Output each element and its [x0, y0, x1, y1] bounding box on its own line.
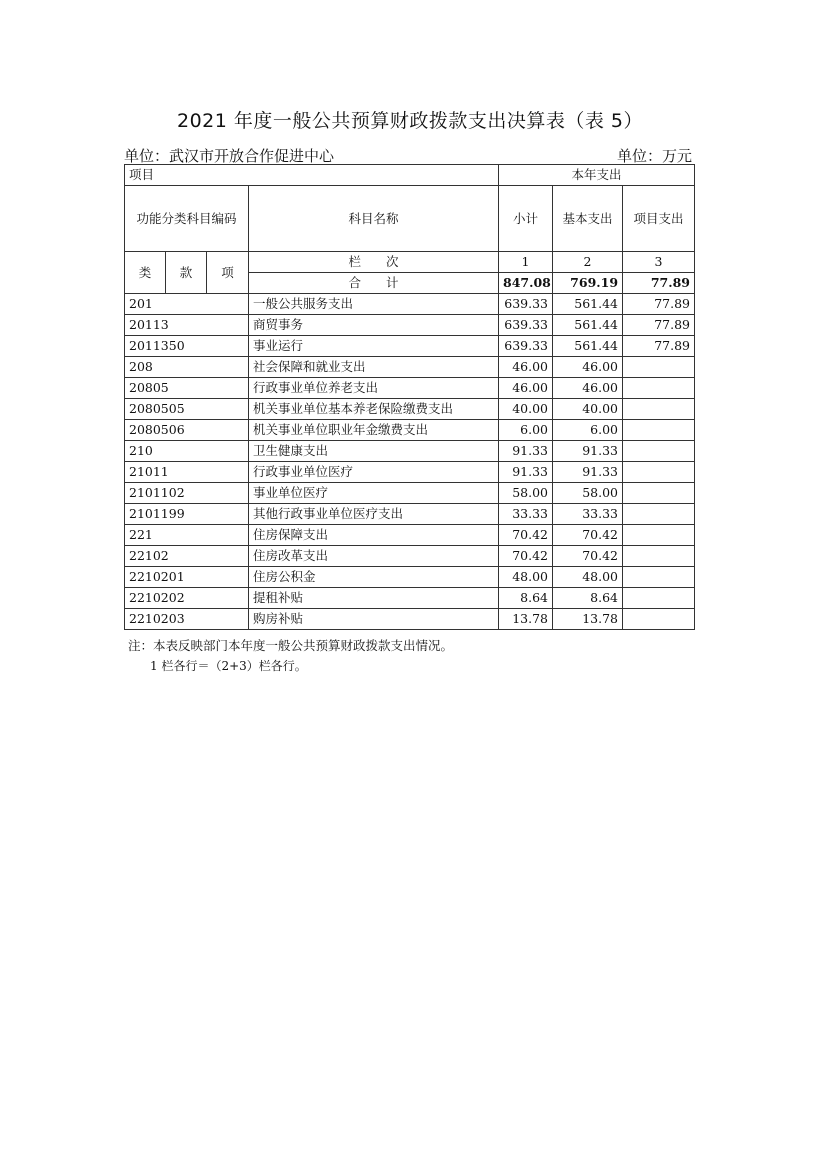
row-code: 2080505 [125, 399, 249, 420]
unit-measure: 单位：万元 [616, 147, 692, 165]
row-basic: 58.00 [553, 483, 623, 504]
row-name: 住房保障支出 [249, 525, 499, 546]
row-code: 2210203 [125, 609, 249, 630]
header-name: 科目名称 [249, 186, 499, 252]
row-subtotal: 46.00 [499, 357, 553, 378]
row-basic: 561.44 [553, 315, 623, 336]
row-subtotal: 33.33 [499, 504, 553, 525]
row-code: 201 [125, 294, 249, 315]
header-project: 项目 [125, 165, 499, 186]
row-project [623, 504, 695, 525]
row-subtotal: 58.00 [499, 483, 553, 504]
row-code: 2080506 [125, 420, 249, 441]
unit-organization: 单位：武汉市开放合作促进中心 [124, 147, 335, 165]
page-title: 2021 年度一般公共预算财政拨款支出决算表（表 5） [176, 110, 644, 132]
row-code: 22102 [125, 546, 249, 567]
row-project [623, 567, 695, 588]
row-name: 行政事业单位养老支出 [249, 378, 499, 399]
row-project [623, 357, 695, 378]
row-name: 社会保障和就业支出 [249, 357, 499, 378]
row-code: 208 [125, 357, 249, 378]
header-row-1 [125, 165, 695, 186]
row-name: 住房公积金 [249, 567, 499, 588]
row-name: 卫生健康支出 [249, 441, 499, 462]
row-subtotal: 91.33 [499, 441, 553, 462]
row-basic: 70.42 [553, 546, 623, 567]
header-code: 功能分类科目编码 [125, 186, 249, 252]
table-row [125, 399, 695, 420]
header-project-expenditure: 项目支出 [623, 186, 695, 252]
row-code: 21011 [125, 462, 249, 483]
row-basic: 561.44 [553, 336, 623, 357]
table-row [125, 546, 695, 567]
column-order-row [125, 252, 695, 273]
column-order-label: 栏 次 [249, 252, 499, 273]
header-xiang: 项 [207, 252, 249, 294]
row-subtotal: 6.00 [499, 420, 553, 441]
row-project [623, 378, 695, 399]
total-subtotal: 847.08 [499, 273, 553, 294]
table-row [125, 336, 695, 357]
column-index-1: 1 [499, 252, 553, 273]
header-current-year: 本年支出 [499, 165, 695, 186]
row-code: 210 [125, 441, 249, 462]
row-basic: 70.42 [553, 525, 623, 546]
row-code: 2210202 [125, 588, 249, 609]
total-basic: 769.19 [553, 273, 623, 294]
row-project [623, 441, 695, 462]
row-subtotal: 639.33 [499, 336, 553, 357]
row-project: 77.89 [623, 336, 695, 357]
table-row [125, 294, 695, 315]
row-basic: 13.78 [553, 609, 623, 630]
total-label: 合 计 [249, 273, 499, 294]
row-subtotal: 13.78 [499, 609, 553, 630]
row-code: 2101199 [125, 504, 249, 525]
row-basic: 91.33 [553, 441, 623, 462]
table-row [125, 357, 695, 378]
table-row [125, 483, 695, 504]
row-project [623, 420, 695, 441]
row-name: 其他行政事业单位医疗支出 [249, 504, 499, 525]
table-row [125, 525, 695, 546]
row-code: 20113 [125, 315, 249, 336]
row-subtotal: 70.42 [499, 546, 553, 567]
row-project [623, 483, 695, 504]
row-code: 20805 [125, 378, 249, 399]
row-subtotal: 40.00 [499, 399, 553, 420]
table-row [125, 462, 695, 483]
row-subtotal: 46.00 [499, 378, 553, 399]
row-project [623, 525, 695, 546]
row-subtotal: 70.42 [499, 525, 553, 546]
header-subtotal: 小计 [499, 186, 553, 252]
row-basic: 91.33 [553, 462, 623, 483]
table-row [125, 567, 695, 588]
table-row [125, 378, 695, 399]
row-subtotal: 8.64 [499, 588, 553, 609]
row-name: 机关事业单位职业年金缴费支出 [249, 420, 499, 441]
row-name: 事业运行 [249, 336, 499, 357]
total-project: 77.89 [623, 273, 695, 294]
row-subtotal: 91.33 [499, 462, 553, 483]
row-name: 商贸事务 [249, 315, 499, 336]
column-index-2: 2 [553, 252, 623, 273]
row-name: 住房改革支出 [249, 546, 499, 567]
header-basic: 基本支出 [553, 186, 623, 252]
row-name: 行政事业单位医疗 [249, 462, 499, 483]
row-name: 购房补贴 [249, 609, 499, 630]
row-name: 机关事业单位基本养老保险缴费支出 [249, 399, 499, 420]
table-row [125, 588, 695, 609]
note-line-1: 注：本表反映部门本年度一般公共预算财政拨款支出情况。 [128, 638, 454, 653]
row-code: 221 [125, 525, 249, 546]
column-index-3: 3 [623, 252, 695, 273]
row-project [623, 546, 695, 567]
row-project [623, 462, 695, 483]
row-code: 2011350 [125, 336, 249, 357]
table-row [125, 441, 695, 462]
header-lei: 类 [125, 252, 166, 294]
row-code: 2101102 [125, 483, 249, 504]
table-row [125, 504, 695, 525]
row-basic: 561.44 [553, 294, 623, 315]
row-project [623, 588, 695, 609]
table-row [125, 315, 695, 336]
row-project: 77.89 [623, 315, 695, 336]
header-row-2 [125, 186, 695, 252]
row-basic: 40.00 [553, 399, 623, 420]
expenditure-table [124, 164, 695, 630]
row-basic: 6.00 [553, 420, 623, 441]
row-basic: 33.33 [553, 504, 623, 525]
row-subtotal: 639.33 [499, 315, 553, 336]
note-line-2: 1 栏各行＝（2+3）栏各行。 [150, 659, 307, 673]
table-row [125, 609, 695, 630]
row-name: 事业单位医疗 [249, 483, 499, 504]
row-project: 77.89 [623, 294, 695, 315]
row-basic: 8.64 [553, 588, 623, 609]
row-subtotal: 639.33 [499, 294, 553, 315]
row-code: 2210201 [125, 567, 249, 588]
row-basic: 46.00 [553, 357, 623, 378]
table-row [125, 420, 695, 441]
row-basic: 48.00 [553, 567, 623, 588]
row-project [623, 399, 695, 420]
row-name: 提租补贴 [249, 588, 499, 609]
row-basic: 46.00 [553, 378, 623, 399]
header-kuan: 款 [166, 252, 207, 294]
row-subtotal: 48.00 [499, 567, 553, 588]
row-project [623, 609, 695, 630]
row-name: 一般公共服务支出 [249, 294, 499, 315]
